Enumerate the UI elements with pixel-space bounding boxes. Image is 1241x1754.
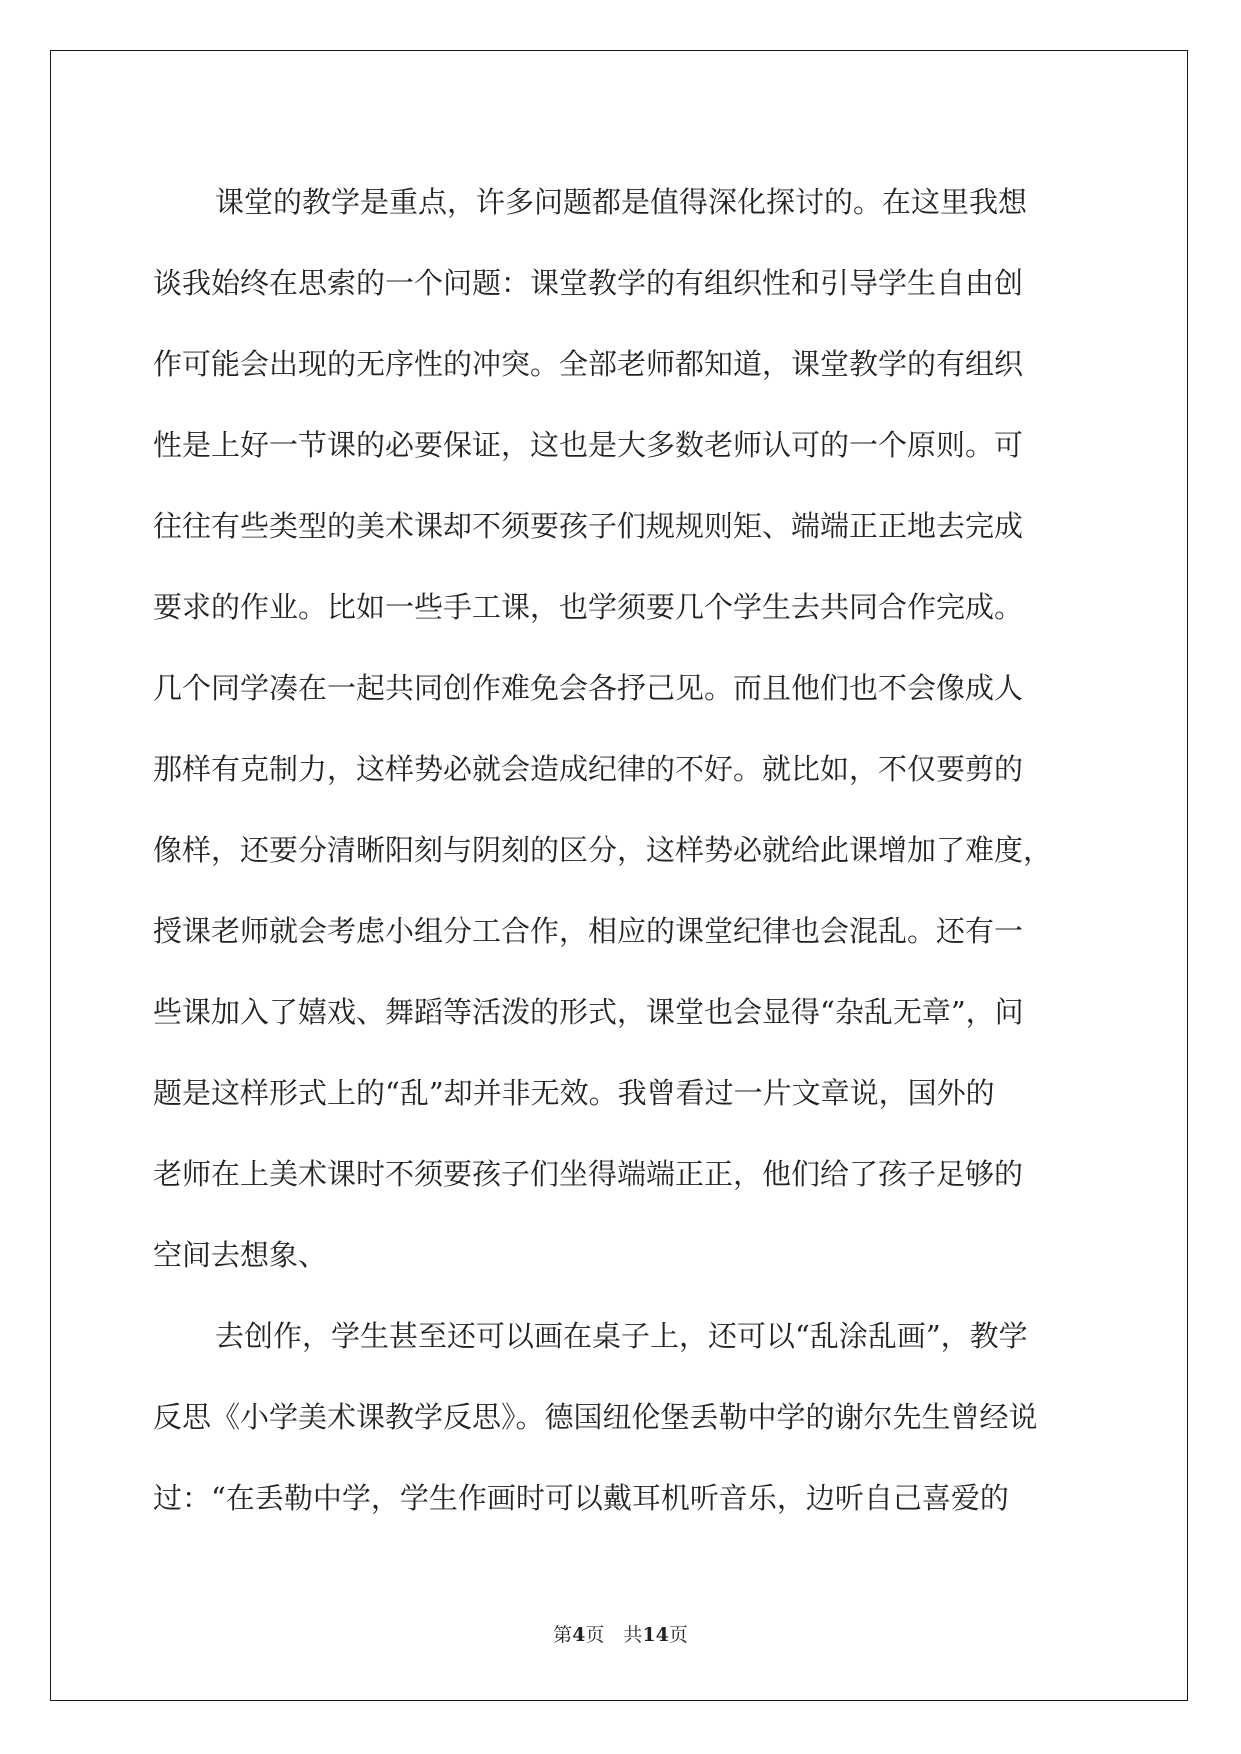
footer-prefix: 第	[553, 1624, 573, 1646]
footer-page-number: 4	[572, 1624, 586, 1646]
text-line: 往往有些类型的美术课却不须要孩子们规规则矩、端端正正地去完成	[153, 509, 1024, 543]
text-line: 题是这样形式上的“乱”却并非无效。我曾看过一片文章说，国外的	[153, 1076, 995, 1110]
text-line: 反思《小学美术课教学反思》。德国纽伦堡丢勒中学的谢尔先生曾经说	[153, 1400, 1038, 1434]
footer-suffix: 页	[668, 1624, 688, 1646]
text-line: 课堂的教学是重点，许多问题都是值得深化探讨的。在这里我想	[215, 185, 1028, 219]
text-line: 空间去想象、	[153, 1238, 328, 1272]
text-line: 作可能会出现的无序性的冲突。全部老师都知道，课堂教学的有组织	[153, 347, 1024, 381]
text-line: 授课老师就会考虑小组分工合作，相应的课堂纪律也会混乱。还有一	[153, 914, 1024, 948]
text-line: 要求的作业。比如一些手工课，也学须要几个学生去共同合作完成。	[153, 590, 1024, 624]
text-line: 过：“在丢勒中学，学生作画时可以戴耳机听音乐，边听自己喜爱的	[153, 1481, 1009, 1515]
text-line: 那样有克制力，这样势必就会造成纪律的不好。就比如，不仅要剪的	[153, 752, 1024, 786]
paragraph-2	[153, 1296, 1088, 1539]
paragraph-1	[153, 162, 1088, 1296]
text-line: 些课加入了嬉戏、舞蹈等活泼的形式，课堂也会显得“杂乱无章”，问	[153, 995, 1024, 1029]
document-body	[153, 162, 1088, 1539]
text-line: 老师在上美术课时不须要孩子们坐得端端正正，他们给了孩子足够的	[153, 1157, 1024, 1191]
page-footer	[0, 1620, 1241, 1647]
text-line: 像样，还要分清晰阳刻与阴刻的区分，这样势必就给此课增加了难度，	[153, 833, 1053, 867]
footer-total-pages: 14	[642, 1624, 669, 1646]
text-line: 谈我始终在思索的一个问题：课堂教学的有组织性和引导学生自由创	[153, 266, 1024, 300]
footer-middle: 页 共	[585, 1624, 643, 1646]
text-line: 性是上好一节课的必要保证，这也是大多数老师认可的一个原则。可	[153, 428, 1024, 462]
text-line: 去创作，学生甚至还可以画在桌子上，还可以“乱涂乱画”，教学	[215, 1319, 1028, 1353]
text-line: 几个同学凑在一起共同创作难免会各抒己见。而且他们也不会像成人	[153, 671, 1024, 705]
